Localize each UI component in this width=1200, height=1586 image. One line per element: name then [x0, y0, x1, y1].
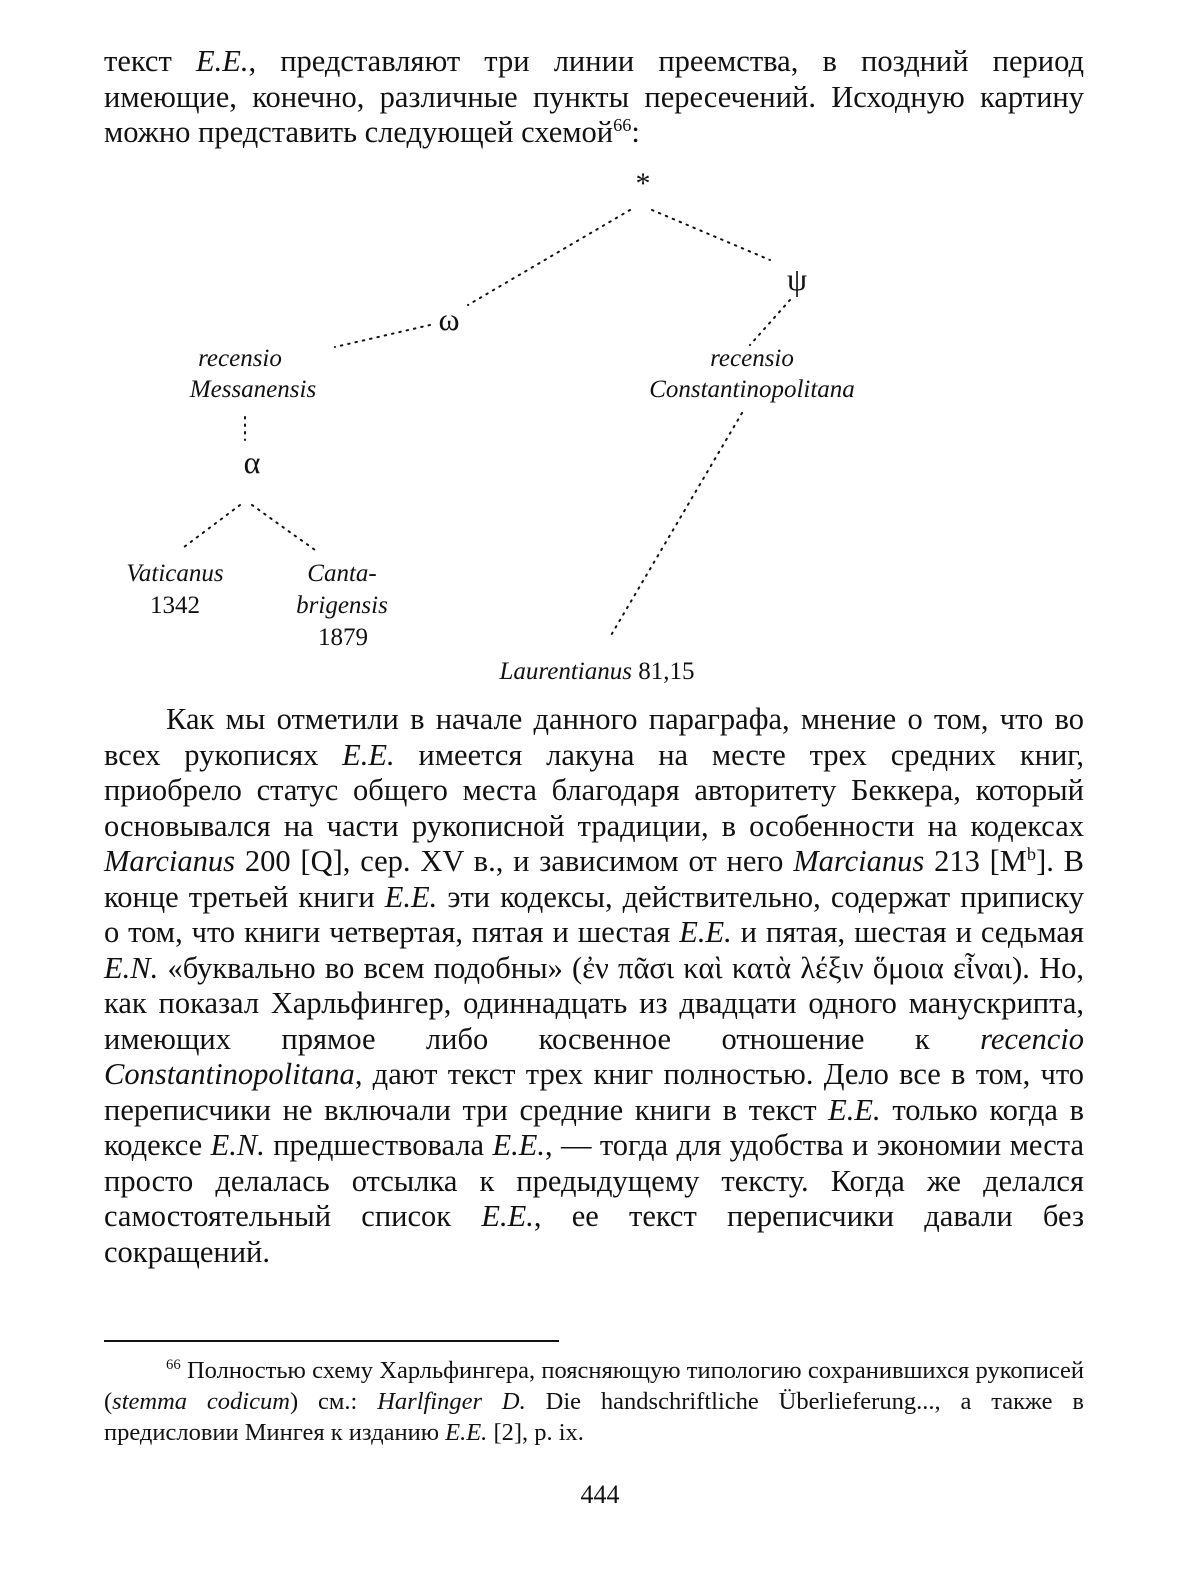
- edge-omega-messanensis: [335, 325, 430, 347]
- footnote-number: 66: [166, 1356, 181, 1373]
- vaticanus-name: Vaticanus: [126, 560, 224, 587]
- edge-constant-laurentianus: [610, 413, 742, 637]
- footnote-66: $^{66}$ Полностью схему Харльфингера, поясняющую типологию сохранившихся рукописей (stemma codicum) см.: Harlfinger D. Die handschriftliche Überlieferung..., а также в предисловии Мингея к изданию E.E. [2], p. ix.: [104, 1356, 1084, 1446]
- vaticanus-number: 1342: [150, 592, 200, 619]
- laurentianus-label: [499, 658, 695, 685]
- cantabrigensis-line1: Canta-: [307, 560, 377, 587]
- cantabrigensis-line2: brigensis: [296, 592, 388, 619]
- intro-text-1: текст: [104, 44, 196, 78]
- laurentianus-number: 81,15: [631, 658, 695, 685]
- node-root: *: [635, 167, 651, 200]
- node-psi: ψ: [786, 261, 808, 297]
- intro-paragraph: [104, 44, 1084, 151]
- edge-root-psi: [652, 210, 770, 260]
- recensio-constant-line2: Constantinopolitana: [649, 376, 855, 403]
- edge-psi-constant: [750, 300, 790, 345]
- edge-alpha-vaticanus: [180, 505, 240, 550]
- main-paragraph: Как мы отметили в начале данного параграфа, мнение о том, что во всех рукописях E.E. имеется лакуна на месте трех средних книг, приобрело статус общего места благодаря авторитету Беккера, который основывался на части рукописной традиции, в особенности на кодексах Marcianus 200 [Q], сер. XV в., и зависимом от него Marcianus 213 $[M^b]$. В конце третьей книги E.E. эти кодексы, действительно, содержат приписку о том, что книги четвертая, пятая и шестая E.E. и пятая, шестая и седьмая E.N. «буквально во всем подобны» (ἐν πᾶσι καὶ κατὰ λέξιν ὅμοια εἶναι). Но, как показал Харльфингер, одиннадцать из двадцати одного манускрипта, имеющих прямое либо косвенное отношение к recencio Constantinopolitana, дают текст трех книг полностью. Дело все в том, что переписчики не включали три средние книги в текст E.E. только когда в кодексе E.N. предшествовала E.E., — тогда для удобства и экономии места просто делалась отсылка к предыдущему тексту. Когда же делался самостоятельный список E.E., ее текст переписчики давали без сокращений.: [104, 702, 1085, 1269]
- intro-ee: E.E.: [195, 44, 249, 78]
- node-alpha: α: [243, 444, 261, 480]
- edge-root-omega: [468, 210, 630, 305]
- footnote-divider: [104, 1340, 559, 1342]
- node-omega: ω: [438, 301, 460, 337]
- page-number: 444: [580, 1480, 620, 1509]
- intro-text-3: :: [631, 115, 640, 149]
- recensio-messanensis-line2: Messanensis: [189, 376, 317, 403]
- laurentianus-name: Laurentianus: [499, 658, 632, 685]
- intro-text-2: , представляют три линии преемства, в поздний период имеющие, конечно, различные пункты пересечений. Исходную картину можно представить следующей схемой: [104, 44, 1085, 149]
- recensio-constant-line1: recensio: [710, 345, 794, 372]
- footnote-ref-66[interactable]: 66: [613, 114, 632, 135]
- edge-alpha-cantabrigensis: [252, 505, 315, 550]
- cantabrigensis-number: 1879: [318, 624, 368, 651]
- recensio-messanensis-line1: recensio: [198, 345, 282, 372]
- stemma-diagram: [0, 155, 1200, 695]
